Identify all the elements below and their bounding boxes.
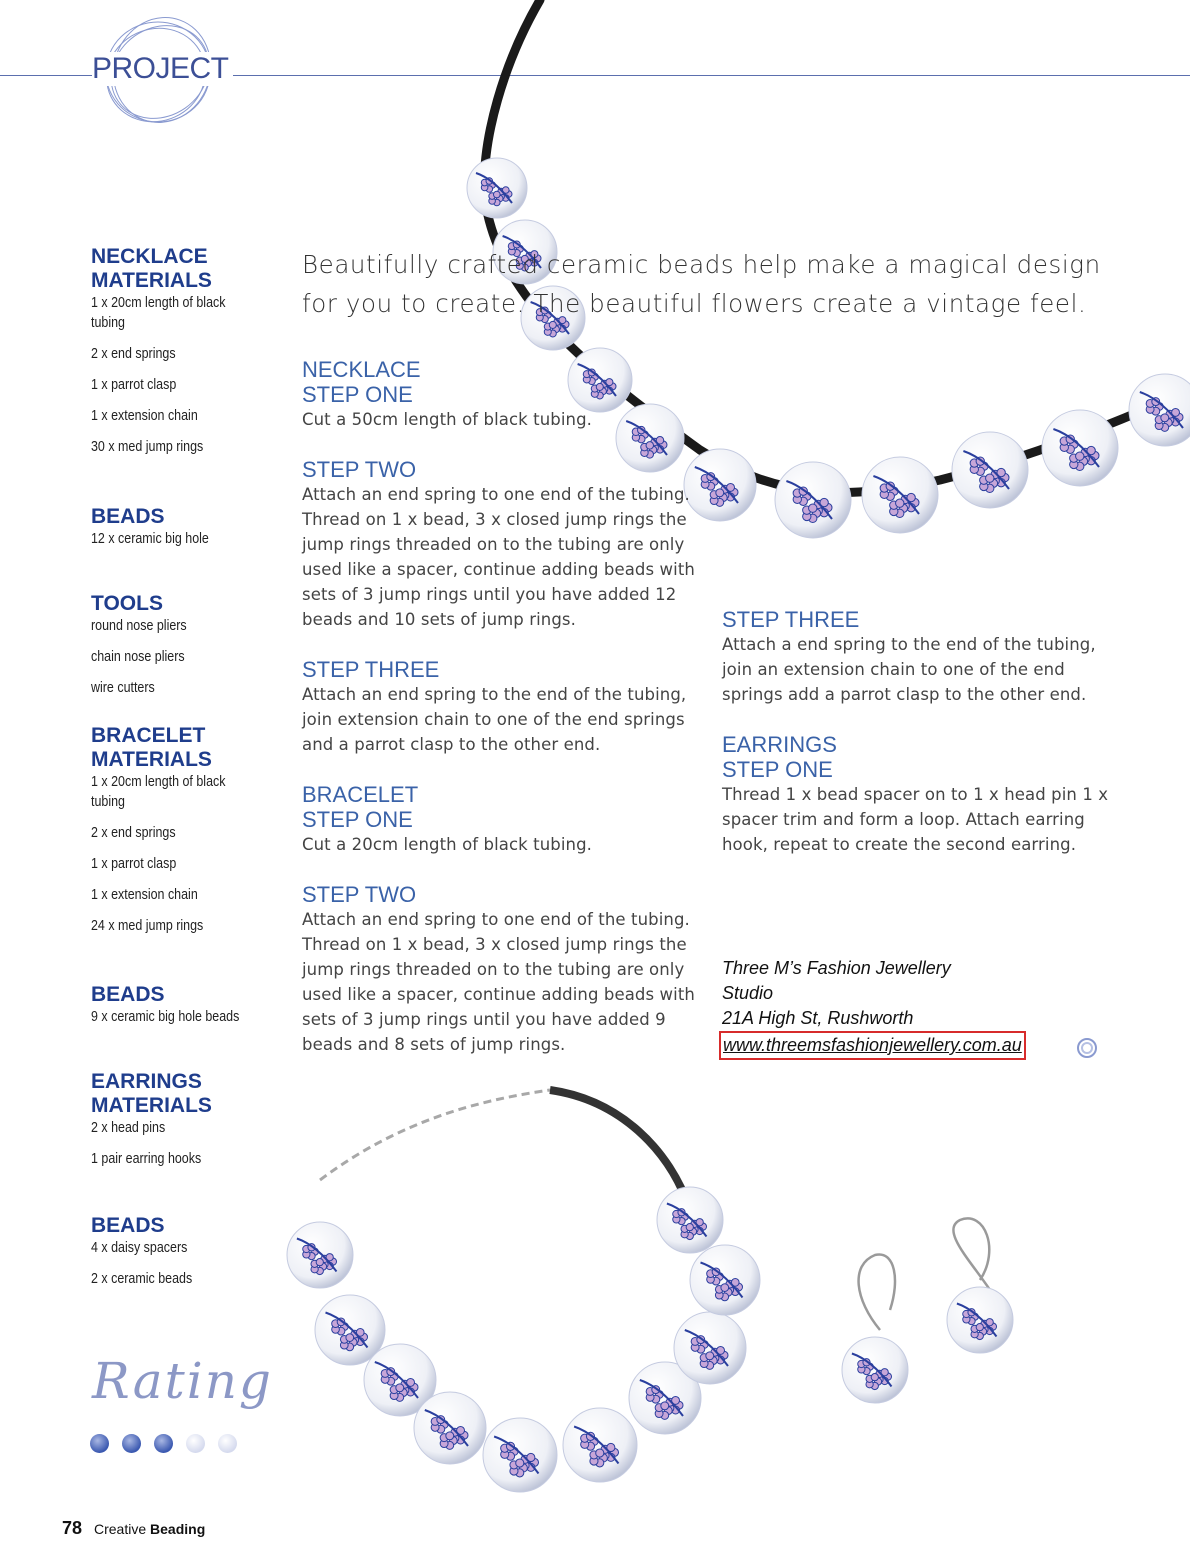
step-body: Attach an end spring to one end of the tubing. Thread on 1 x bead, 3 x closed jump rings the jump rings threaded on to the tubing are only used like a spacer, continue adding beads with sets of 3 jump rings until you have added 9 beads and 8 sets of jump rings. [302,910,695,1054]
step-heading: BRACELET [302,782,419,807]
necklace-beads-heading: BEADS [91,505,165,528]
necklace-beads-list [91,505,281,560]
necklace-step-one [302,357,702,432]
ceramic-bead [563,1408,637,1482]
earrings-step-one [722,732,1117,857]
material-item: 24 x med jump rings [91,918,204,934]
material-item: round nose pliers [91,618,187,634]
earrings-materials-items [91,1118,281,1169]
ceramic-bead [657,1187,723,1253]
supplier-credit [722,956,1082,1060]
ceramic-bead [947,1287,1013,1353]
supplier-name: Three M’s Fashion Jewellery [722,958,951,978]
material-item: 1 x parrot clasp [91,377,177,393]
bracelet-step-three [722,607,1117,707]
material-item: 1 pair earring hooks [91,1151,202,1167]
material-item: 1 x extension chain [91,887,198,903]
bracelet-photo [280,1080,810,1500]
step-subheading: STEP ONE [302,382,413,407]
magazine-prefix: Creative [94,1521,147,1537]
magazine-name [94,1521,205,1537]
material-item: 1 x 20cm length of black tubing [91,774,226,810]
rating-dots [90,1434,250,1458]
rating-dot [218,1434,237,1453]
ceramic-bead [674,1312,746,1384]
supplier-address: 21A High St, Rushworth [722,1008,914,1028]
material-item: 2 x end springs [91,346,176,362]
step-subheading: STEP ONE [302,807,413,832]
bracelet-beads-list [91,983,281,1038]
earrings-beads-items [91,1238,281,1289]
earrings-materials-heading: EARRINGS MATERIALS [91,1070,212,1117]
bracelet-materials-list [91,724,281,947]
material-item: 9 x ceramic big hole beads [91,1009,240,1025]
bracelet-materials-heading: BRACELET MATERIALS [91,724,212,771]
rating-dot [122,1434,141,1453]
step-body: Cut a 50cm length of black tubing. [302,410,593,429]
earrings-materials-list [91,1070,281,1180]
step-heading: STEP TWO [302,457,417,482]
bracelet-step-two [302,882,697,1057]
tools-heading: TOOLS [91,592,163,615]
rating-dot [186,1434,205,1453]
bracelet-materials-items [91,772,281,936]
step-body: Attach an end spring to one end of the tubing. Thread on 1 x bead, 3 x closed jump rings the jump rings threaded on to the tubing are only used like a spacer, continue adding beads with sets of 3 jump rings until you have added 12 beads and 10 sets of jump rings. [302,485,695,629]
ceramic-bead [952,432,1028,508]
step-heading: NECKLACE [302,357,421,382]
material-item: 2 x end springs [91,825,176,841]
ceramic-bead [1129,374,1190,446]
material-item: 1 x extension chain [91,408,198,424]
earrings-photo [820,1210,1080,1440]
step-subheading: STEP ONE [722,757,833,782]
rating-dot [154,1434,173,1453]
step-heading: STEP THREE [722,607,860,632]
step-heading: STEP THREE [302,657,440,682]
necklace-materials-items [91,293,281,457]
material-item: 30 x med jump rings [91,439,204,455]
earrings-beads-heading: BEADS [91,1214,165,1237]
intro-paragraph: Beautifully crafted ceramic beads help make a magical design for you to create. The beautiful flowers create a vintage feel. [302,250,1101,318]
ceramic-bead [690,1245,760,1315]
tools-list [91,592,281,709]
bracelet-step-one [302,782,702,857]
material-item: 2 x head pins [91,1120,166,1136]
bracelet-beads-items [91,1007,281,1027]
step-body: Attach an end spring to the end of the tubing, join extension chain to one of the end springs and a parrot clasp to the other end. [302,685,687,754]
supplier-name-cont: Studio [722,983,774,1003]
tools-items [91,616,281,698]
ceramic-bead [467,158,527,218]
ceramic-bead [775,462,851,538]
step-heading: STEP TWO [302,882,417,907]
necklace-step-two [302,457,697,632]
page-number: 78 [62,1518,83,1538]
material-item: 1 x parrot clasp [91,856,177,872]
necklace-step-three [302,657,697,757]
step-body: Thread 1 x bead spacer on to 1 x head pin 1 x spacer trim and form a loop. Attach earring hook, repeat to create the second earring. [722,785,1109,854]
material-item: 12 x ceramic big hole [91,531,209,547]
rating-label: Rating [92,1352,273,1410]
necklace-materials-list [91,245,281,468]
bracelet-beads-heading: BEADS [91,983,165,1006]
ceramic-bead [1042,410,1118,486]
material-item: chain nose pliers [91,649,185,665]
earrings-beads-list [91,1214,281,1300]
necklace-beads-items [91,529,281,549]
ceramic-bead [483,1418,557,1492]
rating-dot [90,1434,109,1453]
ceramic-bead [414,1392,486,1464]
ceramic-bead [862,457,938,533]
material-item: 4 x daisy spacers [91,1240,188,1256]
necklace-materials-heading: NECKLACE MATERIALS [91,245,212,292]
magazine-title: Beading [150,1521,206,1537]
step-body: Cut a 20cm length of black tubing. [302,835,593,854]
step-heading: EARRINGS [722,732,837,757]
material-item: wire cutters [91,680,155,696]
ceramic-bead [842,1337,908,1403]
material-item: 1 x 20cm length of black tubing [91,295,226,331]
end-mark-icon [1075,1036,1099,1060]
material-item: 2 x ceramic beads [91,1271,193,1287]
ceramic-bead [287,1222,353,1288]
supplier-website-link[interactable]: www.threemsfashionjewellery.com.au [719,1031,1026,1060]
section-title: PROJECT [92,52,233,86]
step-body: Attach a end spring to the end of the tubing, join an extension chain to one of the end springs add a parrot clasp to the other end. [722,635,1096,704]
